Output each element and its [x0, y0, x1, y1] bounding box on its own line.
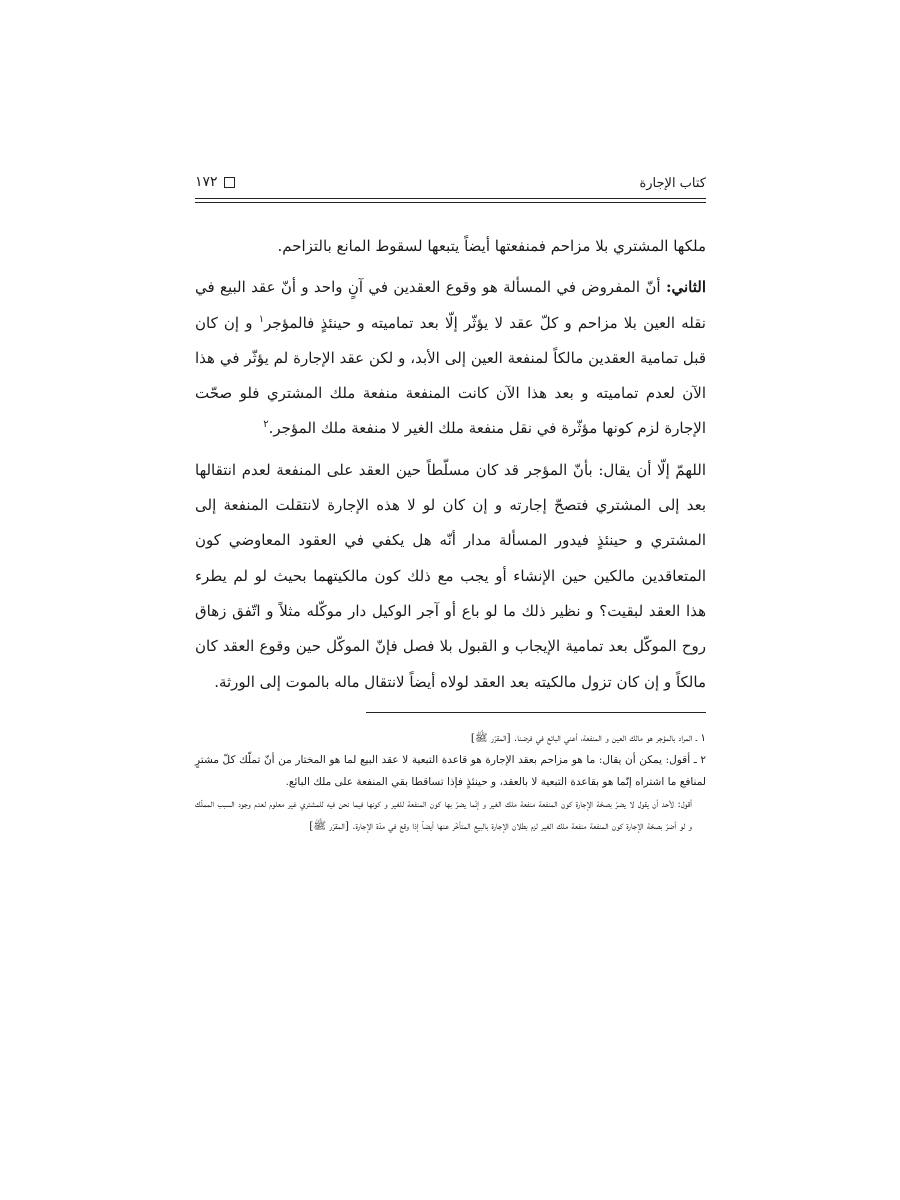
book-title: كتاب الإجارة: [639, 176, 706, 191]
paragraph-2: [195, 270, 706, 446]
footnote-2: ٢ ـ أقول: يمكن أن يقال: ما هو مزاحم بعقد الإجارة هو قاعدة التبعية لا عقد البيع لما هو المختار من أنّ تملّك كلّ مشترٍ لمنافع ما اشتراه إنّما هو بقاعدة التبعية لا بالعقد، و حينئذٍ فإذا تساقطا بقي المنفعة على ملك البائع.: [195, 753, 706, 788]
page-number: ١٧٢: [195, 174, 218, 190]
square-outline-icon: [224, 177, 235, 188]
paragraph-2-lead: الثاني:: [665, 278, 706, 297]
paragraph-1: ملكها المشتري بلا مزاحم فمنفعتها أيضاً يتبعها لسقوط المانع بالتزاحم.: [277, 237, 706, 255]
main-text: [195, 229, 706, 700]
running-header: [195, 170, 706, 199]
footnote-ref-1[interactable]: ١: [258, 313, 265, 325]
footnote-1: ١ ـ المراد بالمؤجر هو مالك العين و المنفعة، أعني البائع في فرضنا. [المقرّر ﷺ]: [470, 731, 706, 744]
footnote-ref-2[interactable]: ٢: [263, 419, 269, 431]
paragraph-3: اللهمّ إلّا أن يقال: بأنّ المؤجر قد كان مسلّطاً حين العقد على المنفعة لعدم انتقالها بعد إلى المشتري فتصحّ إجارته و إن كان لو لا هذه الإجارة لانتقلت المنفعة إلى المشتري و حينئذٍ فيدور المسألة مدار أنّه هل يكفي في العقود المعاوضي كون المتعاقدين مالكين حين الإنشاء أو يجب مع ذلك كون مالكيتهما بحيث لو لم يطرء هذا العقد لبقيت؟ و نظير ذلك ما لو باع أو آجر الوكيل دار موكّله مثلاً و اتّفق زهاق روح الموكّل بعد تمامية الإيجاب و القبول بلا فصل فإنّ الموكّل حين وقوع العقد كان مالكاً و إن كان تزول مالكيته بعد العقد لولاه أيضاً لانتقال ماله بالموت إلى الورثة.: [195, 460, 706, 691]
book-page: [195, 170, 706, 837]
footnote-2-continuation: أقول: لأحد أن يقول لا يضرّ بصحّة الإجارة كون المنفعة منفعة ملك الغير و إنّما يضرّ بها كون المنفعة للغير و كونها فيما نحن فيه للمشتري غير معلوم لعدم وجود السبب المملّك و لو أضرّ بصحّة الإجارة كون المنفعة منفعة ملك الغير لزم بطلان الإجارة بالبيع المتأخّر عنها أيضاً إذا وقع في مدّة الإجارة. [المقرّر ﷺ]: [195, 797, 692, 832]
paragraph-2-text-b: و إن كان قبل تمامية العقدين مالكاً لمنفعة العين إلى الأبد، و لكن عقد الإجارة لم يؤثّر في هذا الآن لعدم تماميته و بعد هذا الآن كانت المنفعة منفعة ملك المشتري فلو صحّت الإجارة لزم كونها مؤثّرة في نقل منفعة ملك الغير لا منفعة ملك المؤجر.: [195, 313, 706, 438]
page-number-block: [195, 174, 235, 190]
footnote-separator: [366, 712, 706, 713]
footnotes: [195, 727, 706, 837]
paragraph-2-text-a: أنّ المفروض في المسألة هو وقوع العقدين في آنٍ واحد و أنّ عقد البيع في نقله العين بلا مزاحم و كلّ عقد لا يؤثّر إلّا بعد تماميته و حينئذٍ فالمؤجر: [195, 278, 706, 332]
